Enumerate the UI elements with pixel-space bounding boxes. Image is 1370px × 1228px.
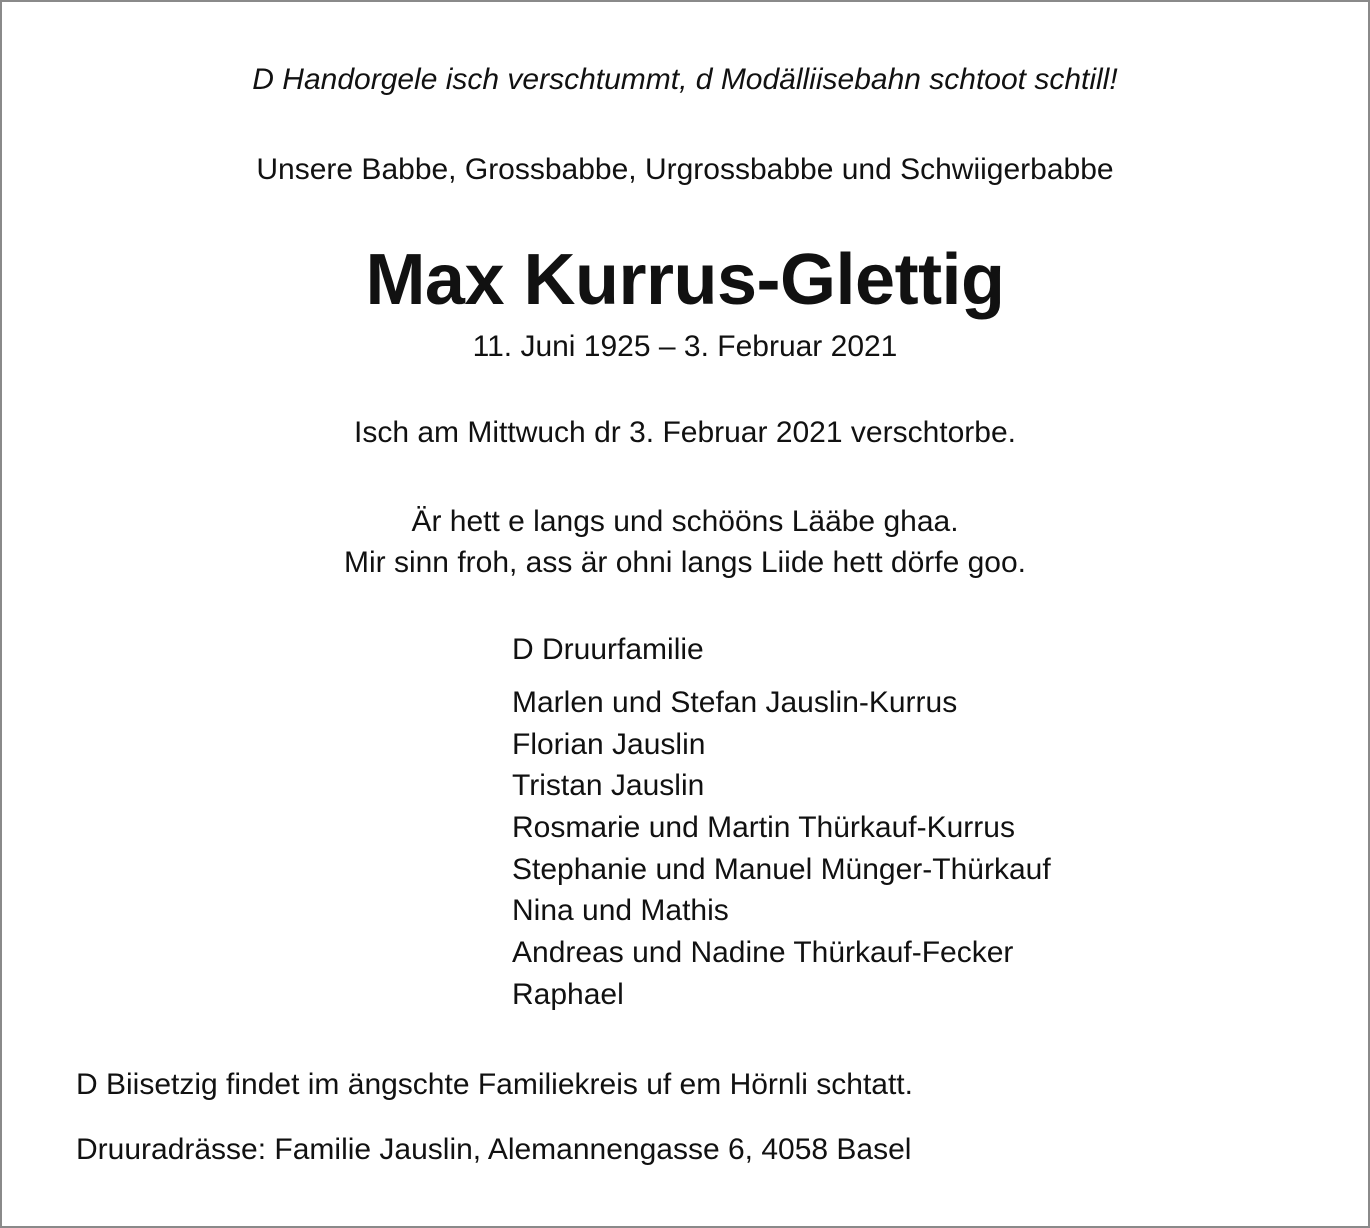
family-member: Nina und Mathis: [512, 894, 729, 928]
burial-statement: D Biisetzig findet im ängschte Familiekreis uf em Hörnli schtatt.: [76, 1068, 913, 1101]
family-member: Rosmarie und Martin Thürkauf-Kurrus: [512, 811, 1015, 845]
motto-line: D Handorgele isch verschtummt, d Modälliisebahn schtoot schtill!: [252, 63, 1118, 96]
life-line-2: Mir sinn froh, ass är ohni langs Liide hett dörfe goo.: [343, 546, 1027, 579]
family-member: Raphael: [512, 977, 624, 1011]
intro-line: Unsere Babbe, Grossbabbe, Urgrossbabbe und Schwiigerbabbe: [256, 153, 1114, 186]
family-member: Marlen und Stefan Jauslin-Kurrus: [512, 686, 958, 719]
mourning-address: Druuradrässe: Familie Jauslin, Alemannengasse 6, 4058 Basel: [76, 1133, 912, 1166]
family-member: Stephanie und Manuel Münger-Thürkauf: [512, 852, 1051, 886]
family-heading: D Druurfamilie: [512, 633, 704, 666]
family-member: Tristan Jauslin: [512, 769, 705, 803]
death-statement: Isch am Mittwuch dr 3. Februar 2021 verschtorbe.: [354, 416, 1016, 449]
deceased-name: Max Kurrus-Glettig: [365, 240, 1005, 320]
family-member-list: [512, 685, 1051, 1019]
family-member: Andreas und Nadine Thürkauf-Fecker: [512, 936, 1014, 970]
family-member: Florian Jauslin: [512, 727, 706, 761]
life-dates: 11. Juni 1925 – 3. Februar 2021: [472, 330, 898, 363]
mourning-family: [512, 632, 1051, 1019]
life-line-1: Är hett e langs und schööns Lääbe ghaa.: [411, 505, 959, 538]
